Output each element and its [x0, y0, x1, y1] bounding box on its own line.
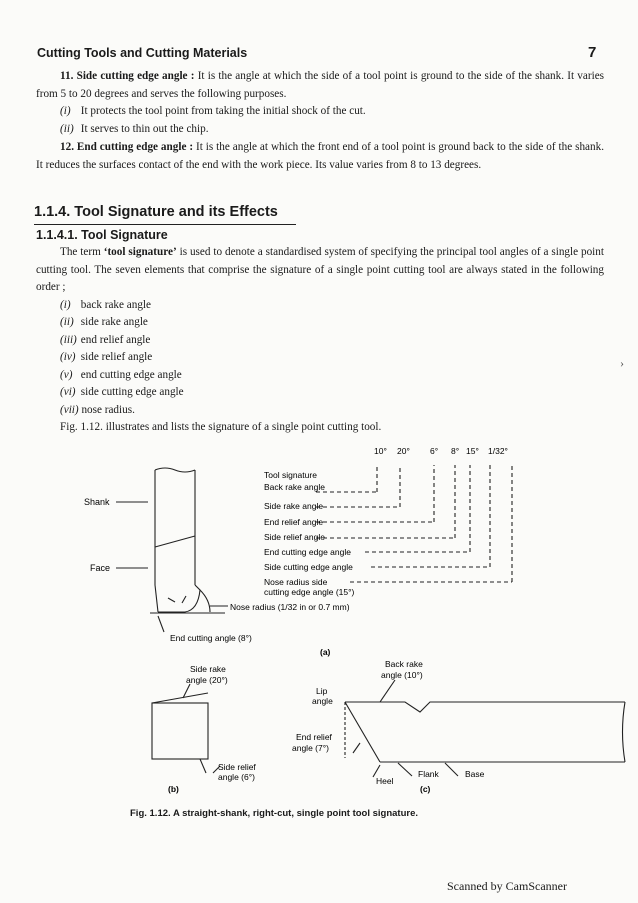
heel-label: Heel: [376, 776, 394, 786]
signature-label: cutting edge angle (15°): [264, 587, 355, 597]
page-number: 7: [588, 44, 597, 61]
term: End cutting edge angle :: [76, 141, 194, 153]
section-c-top: [345, 702, 625, 712]
list-item: [36, 349, 604, 367]
definition: It is the angle at which the side of a tool point is ground to the side of the shank. It varies from 5 to 20 degrees and serves the following purposes.: [36, 70, 605, 100]
side-relief-line: [200, 759, 206, 773]
side-relief-label: angle (6°): [218, 772, 255, 782]
end-edge: [155, 585, 158, 612]
running-header: Cutting Tools and Cutting Materials: [37, 46, 248, 60]
base-leader: [445, 763, 458, 776]
signature-value: 8°: [451, 446, 460, 456]
angle-arrows: [168, 596, 186, 603]
term: Side cutting edge angle :: [76, 70, 195, 82]
signature-value: 15°: [466, 446, 479, 456]
list-text: back rake angle: [80, 298, 151, 311]
end-cutting-leader: [158, 616, 164, 632]
section-c-break: [623, 702, 626, 762]
list-text: It protects the tool point from taking the initial shock of the cut.: [80, 105, 366, 117]
section-rule: [34, 224, 296, 225]
list-item: [36, 402, 604, 420]
signature-label: End cutting edge angle: [264, 547, 351, 557]
text: The term: [60, 246, 104, 258]
nose-radius-arc: [200, 590, 210, 612]
item-number: 11.: [60, 70, 74, 82]
list-marker: (i): [60, 298, 71, 311]
list-text: nose radius.: [81, 403, 135, 416]
nose-outline: [158, 585, 200, 612]
flank-leader: [398, 763, 412, 776]
list-marker: (ii): [60, 316, 74, 328]
list-item: [36, 297, 604, 315]
part-c-label: (c): [420, 784, 431, 794]
signature-value: 6°: [430, 446, 439, 456]
list-item: [36, 332, 604, 350]
part-b-label: (b): [168, 784, 179, 794]
list-marker: (ii): [60, 122, 74, 135]
signature-label: Side rake angle: [264, 501, 324, 511]
side-rake-line: [152, 693, 208, 703]
section-b-outline: [152, 703, 208, 759]
item-number: 12.: [60, 141, 74, 153]
list-text: side relief angle: [80, 351, 153, 363]
definition: It is the angle at which the front end of a tool point is ground back to the side of the shank. It reduces the surfaces contact of the end with the work piece. Its value varies from 8 to 13 degrees.: [36, 141, 604, 171]
side-rake-label: Side rake: [190, 664, 226, 674]
signature-value: 10°: [374, 446, 387, 456]
list-text: side cutting edge angle: [80, 386, 184, 398]
scanner-watermark: Scanned by CamScanner: [447, 879, 567, 893]
list-marker: (vii): [60, 403, 79, 416]
signature-label: End relief angle: [264, 517, 324, 527]
lip-angle-label: Lip: [316, 686, 328, 696]
back-rake-leader: [380, 680, 395, 702]
face-line: [155, 536, 195, 547]
shank-label: Shank: [84, 497, 110, 507]
figure-intro: Fig. 1.12. illustrates and lists the signature of a single point cutting tool.: [60, 421, 382, 433]
flank-line: [345, 702, 380, 762]
shank-break-line: [155, 468, 195, 472]
list-item: [36, 384, 604, 402]
end-relief-leader: [353, 743, 360, 753]
signature-label: Side cutting edge angle: [264, 562, 353, 572]
signature-label: Back rake angle: [264, 482, 325, 492]
signature-paragraph: [36, 244, 604, 437]
lip-angle-label: angle: [312, 696, 333, 706]
signature-label: Nose radius side: [264, 577, 328, 587]
end-relief-label: End relief: [296, 732, 332, 742]
nose-radius-label: Nose radius (1/32 in or 0.7 mm): [230, 602, 350, 612]
paragraph-12: [36, 139, 604, 174]
text: is used to denote a standardised system of specifying the principal tool angles of a single point cutting tool. The seven elements that comprise the signature of a single point cutting tool are always stated in the following order ;: [36, 246, 604, 293]
term: ‘tool signature’: [103, 246, 177, 258]
flank-label: Flank: [418, 769, 439, 779]
list-marker: (v): [60, 368, 73, 381]
section-heading: 1.1.4. Tool Signature and its Effects: [34, 204, 278, 220]
list-item: [36, 121, 604, 139]
list-text: It serves to thin out the chip.: [80, 122, 209, 135]
signature-label: Side relief angle: [264, 532, 325, 542]
end-relief-label: angle (7°): [292, 743, 329, 753]
paragraph-11: [36, 68, 604, 174]
part-a-label: (a): [320, 647, 331, 657]
back-rake-label: angle (10°): [381, 670, 423, 680]
list-text: end relief angle: [80, 333, 151, 346]
subsection-heading: 1.1.4.1. Tool Signature: [36, 228, 168, 242]
side-rake-label: angle (20°): [186, 675, 228, 685]
figure-caption: Fig. 1.12. A straight-shank, right-cut, single point tool signature.: [130, 808, 419, 819]
list-item: [36, 103, 604, 121]
side-relief-label: Side relief: [218, 762, 256, 772]
signature-label: Tool signature: [264, 470, 317, 480]
list-marker: (iii): [60, 333, 77, 346]
list-marker: (vi): [60, 386, 76, 398]
face-label: Face: [90, 563, 111, 573]
list-item: [36, 314, 604, 332]
list-marker: (i): [60, 105, 71, 117]
base-label: Base: [465, 769, 485, 779]
list-text: side rake angle: [80, 316, 148, 328]
back-rake-label: Back rake: [385, 659, 423, 669]
tool-signature-figure: [0, 440, 638, 830]
end-cutting-label: End cutting angle (8°): [170, 633, 252, 643]
list-marker: (iv): [60, 351, 76, 363]
signature-value: 1/32°: [488, 446, 508, 456]
list-item: [36, 367, 604, 385]
signature-value: 20°: [397, 446, 410, 456]
margin-mark: ›: [620, 356, 624, 370]
list-text: end cutting edge angle: [80, 368, 182, 381]
